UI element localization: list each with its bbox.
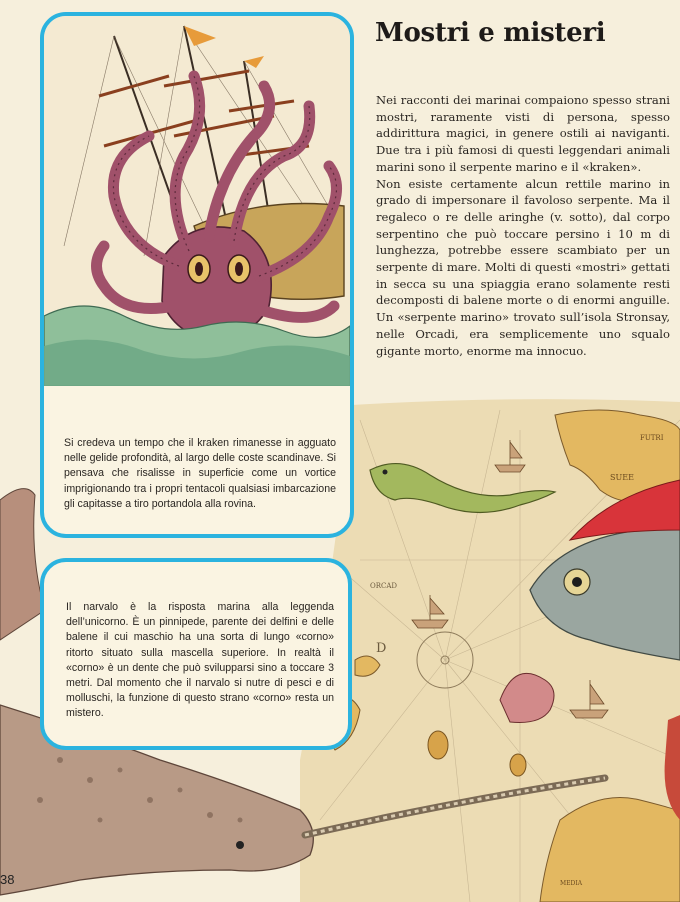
page-title: Mostri e misteri (375, 18, 606, 48)
body-text (376, 92, 670, 359)
map-label-suee: SUEE (610, 473, 634, 482)
kraken-illustration (44, 16, 350, 386)
body-paragraph: Nei racconti dei marinai compaiono spesso strani mostri, raramente visti di persona, spesso addirittura magici, in genere ostili ai naviganti. Due tra i più famosi di questi leggendari animali marini sono il serpente marino e il «kraken». (376, 93, 670, 174)
map-label-futri: FUTRI (640, 434, 664, 442)
map-label-orcad: ORCAD (370, 582, 398, 590)
kraken-panel (40, 12, 354, 538)
whale-flipper (0, 489, 45, 640)
kraken-caption: Si credeva un tempo che il kraken rimanesse in agguato nelle gelide profondità, al largo delle coste scandinave. Si pensava che risalisse in superficie come un vortice imprigionando tra i propri tentacoli qualsiasi imbarcazione gli capitasse a tiro portandola alla rovina. (64, 437, 336, 510)
page-number: 38 (0, 872, 15, 887)
narwhal-caption: Il narvalo è la risposta marina alla leggenda dell’unicorno. È un pinnipede, parente dei delfini e delle balene il cui maschio ha una sorta di lungo «corno» ritorto situato sulla mascella superiore. In realtà il «corno» è un dente che può svilupparsi sino a toccare 3 metri. Dal momento che il narvalo si nutre di pesci e di molluschi, la funzione di questo strano «corno» resta un mistero. (66, 601, 334, 720)
narwhal-panel (40, 558, 352, 750)
map-label-d: D (376, 641, 387, 656)
body-paragraph: Non esiste certamente alcun rettile marino in grado di impersonare il favoloso serpente. Ma il regaleco o re delle aringhe (v. sotto), dal corpo serpentino che può toccare persino i 10 m di lunghezza, potrebbe essere scambiato per un serpente di mare. Molti di questi «mostri» gettati in secca su una spiaggia erano solamente resti decomposti di balene morte o di enormi anguille. Un «serpente marino» trovato sull’isola Stronsay, nelle Orcadi, era semplicemente uno squalo gigante morto, enorme ma innocuo. (376, 176, 670, 358)
map-label-media: MEDIA (560, 880, 583, 887)
